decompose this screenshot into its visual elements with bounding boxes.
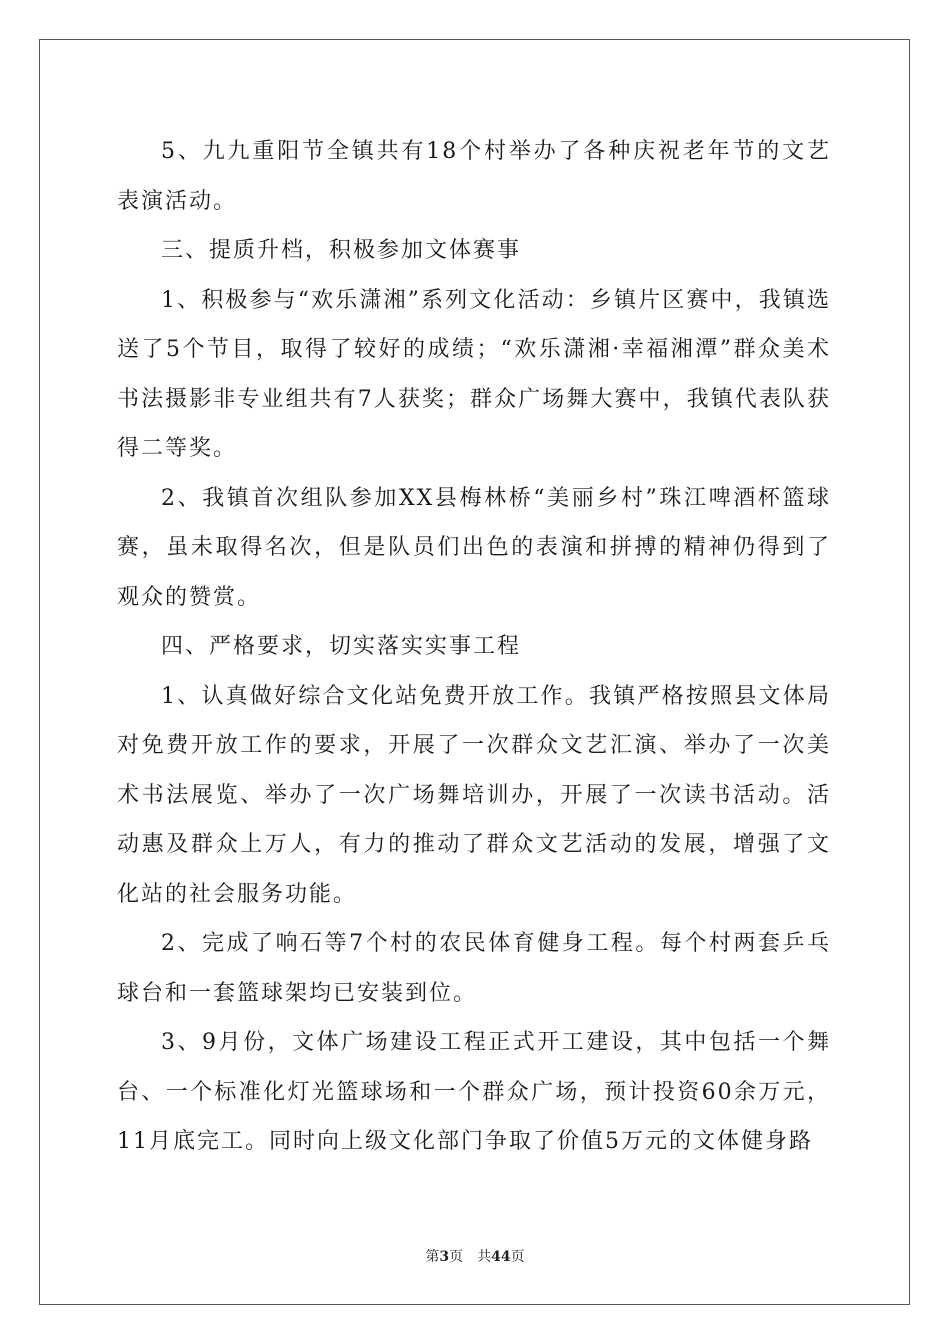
paragraph-3: 2、我镇首次组队参加XX县梅林桥“美丽乡村”珠江啤酒杯篮球赛，虽未取得名次，但是队员们出色的表演和拼搏的精神仍得到了观众的赞赏。 (117, 485, 831, 610)
paragraph-2: 1、积极参与“欢乐潇湘”系列文化活动：乡镇片区赛中，我镇选送了5个节目，取得了较好的成绩；“欢乐潇湘·幸福湘潭”群众美术书法摄影非专业组共有7人获奖；群众广场舞大赛中，我镇代表队获得二等奖。 (117, 287, 831, 461)
total-prefix: 共 (477, 1249, 492, 1265)
paragraph-4: 1、认真做好综合文化站免费开放工作。我镇严格按照县文体局对免费开放工作的要求，开展了一次群众文艺汇演、举办了一次美术书法展览、举办了一次广场舞培训办，开展了一次读书活动。活动惠及群众上万人，有力的推动了群众文艺活动的发展，增强了文化站的社会服务功能。 (117, 683, 831, 907)
paragraph-5: 2、完成了响石等7个村的农民体育健身工程。每个村两套乒乓球台和一套篮球架均已安装到位。 (117, 931, 831, 1006)
page-suffix: 页 (449, 1249, 464, 1265)
page-number: 3 (439, 1249, 450, 1265)
document-body (117, 127, 831, 1167)
paragraph-1: 5、九九重阳节全镇共有18个村举办了各种庆祝老年节的文艺表演活动。 (117, 139, 831, 214)
paragraph-6: 3、9月份，文体广场建设工程正式开工建设，其中包括一个舞台、一个标准化灯光篮球场和一个群众广场，预计投资60余万元，11月底完工。同时向上级文化部门争取了价值5万元的文体健身路 (117, 1030, 831, 1154)
section-heading-3: 三、提质升档，积极参加文体赛事 (161, 238, 522, 263)
page-prefix: 第 (425, 1249, 440, 1265)
section-heading-4: 四、严格要求，切实落实实事工程 (161, 634, 522, 659)
total-pages: 44 (491, 1249, 511, 1265)
total-suffix: 页 (510, 1249, 525, 1265)
page-footer (0, 1247, 950, 1267)
